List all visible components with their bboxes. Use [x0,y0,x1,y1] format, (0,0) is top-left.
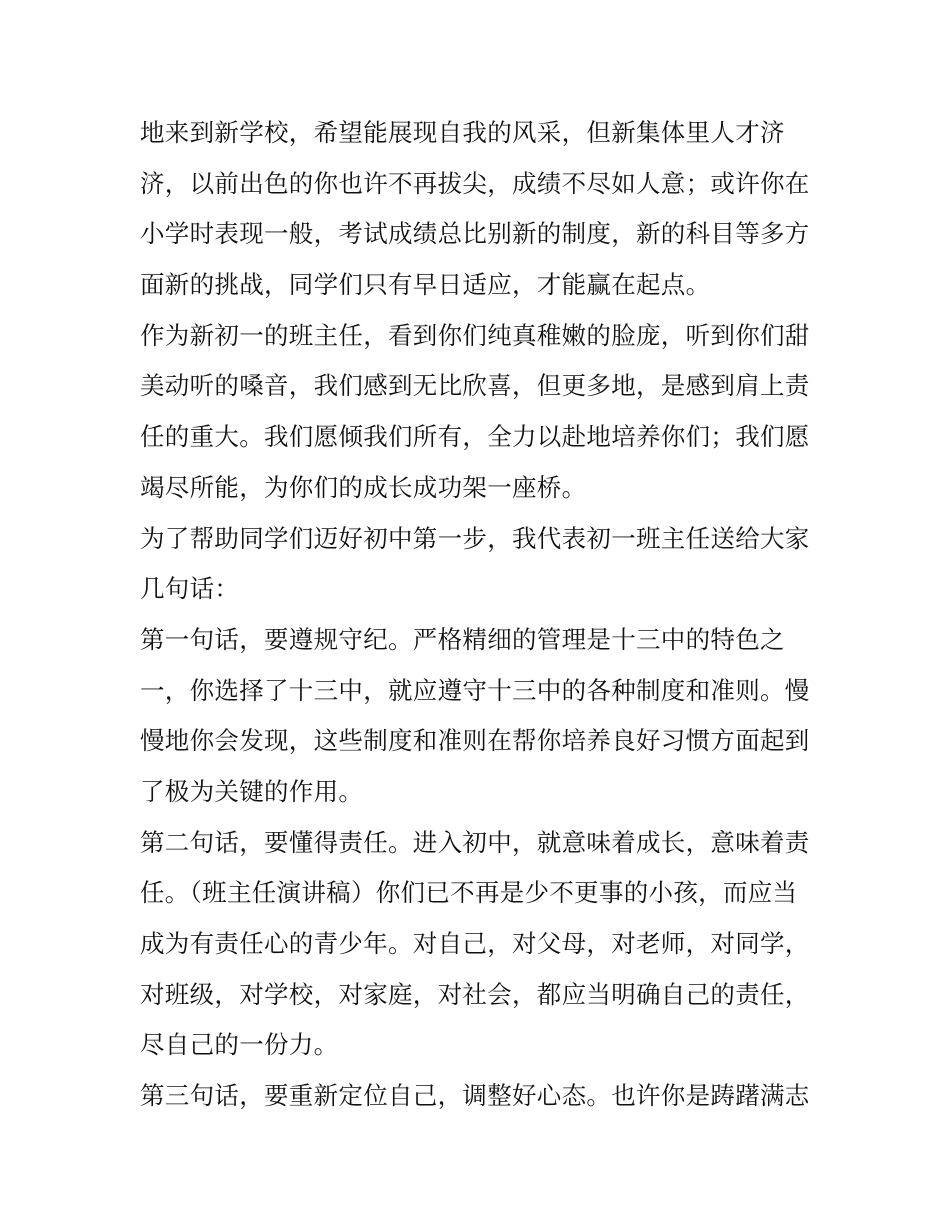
text-line-4: 面新的挑战，同学们只有早日适应，才能赢在起点。 [140,270,711,300]
text-line-3: 小学时表现一般，考试成绩总比别新的制度，新的科目等多方 [140,219,810,249]
text-line-12: 一，你选择了十三中，就应遵守十三中的各种制度和准则。慢 [140,675,810,705]
text-line-20: 第三句话，要重新定位自己，调整好心态。也许你是踌躇满志 [140,1081,810,1111]
document-body [140,108,815,1122]
text-line-9: 为了帮助同学们迈好初中第一步，我代表初一班主任送给大家 [140,523,810,553]
text-line-13: 慢地你会发现，这些制度和准则在帮你培养良好习惯方面起到 [140,726,810,756]
text-line-18: 对班级，对学校，对家庭，对社会，都应当明确自己的责任， [140,979,810,1009]
text-line-7: 任的重大。我们愿倾我们所有，全力以赴地培养你们；我们愿 [140,422,810,452]
text-line-16: 任。（班主任演讲稿）你们已不再是少不更事的小孩，而应当 [140,878,798,908]
text-line-1: 地来到新学校，希望能展现自我的风采，但新集体里人才济 [140,118,785,147]
text-line-10: 几句话： [140,574,240,604]
text-line-5: 作为新初一的班主任，看到你们纯真稚嫩的脸庞，听到你们甜 [140,320,810,350]
text-line-2: 济，以前出色的你也许不再拔尖，成绩不尽如人意；或许你在 [140,168,810,198]
text-line-11: 第一句话，要遵规守纪。严格精细的管理是十三中的特色之 [140,624,785,654]
text-line-19: 尽自己的一份力。 [140,1030,339,1060]
text-line-14: 了极为关键的作用。 [140,776,364,806]
text-line-8: 竭尽所能，为你们的成长成功架一座桥。 [140,472,587,502]
text-line-15: 第二句话，要懂得责任。进入初中，就意味着成长，意味着责 [140,827,810,857]
text-line-6: 美动听的嗓音，我们感到无比欣喜，但更多地，是感到肩上责 [140,371,810,401]
text-line-17: 成为有责任心的青少年。对自己，对父母，对老师，对同学， [140,929,810,958]
